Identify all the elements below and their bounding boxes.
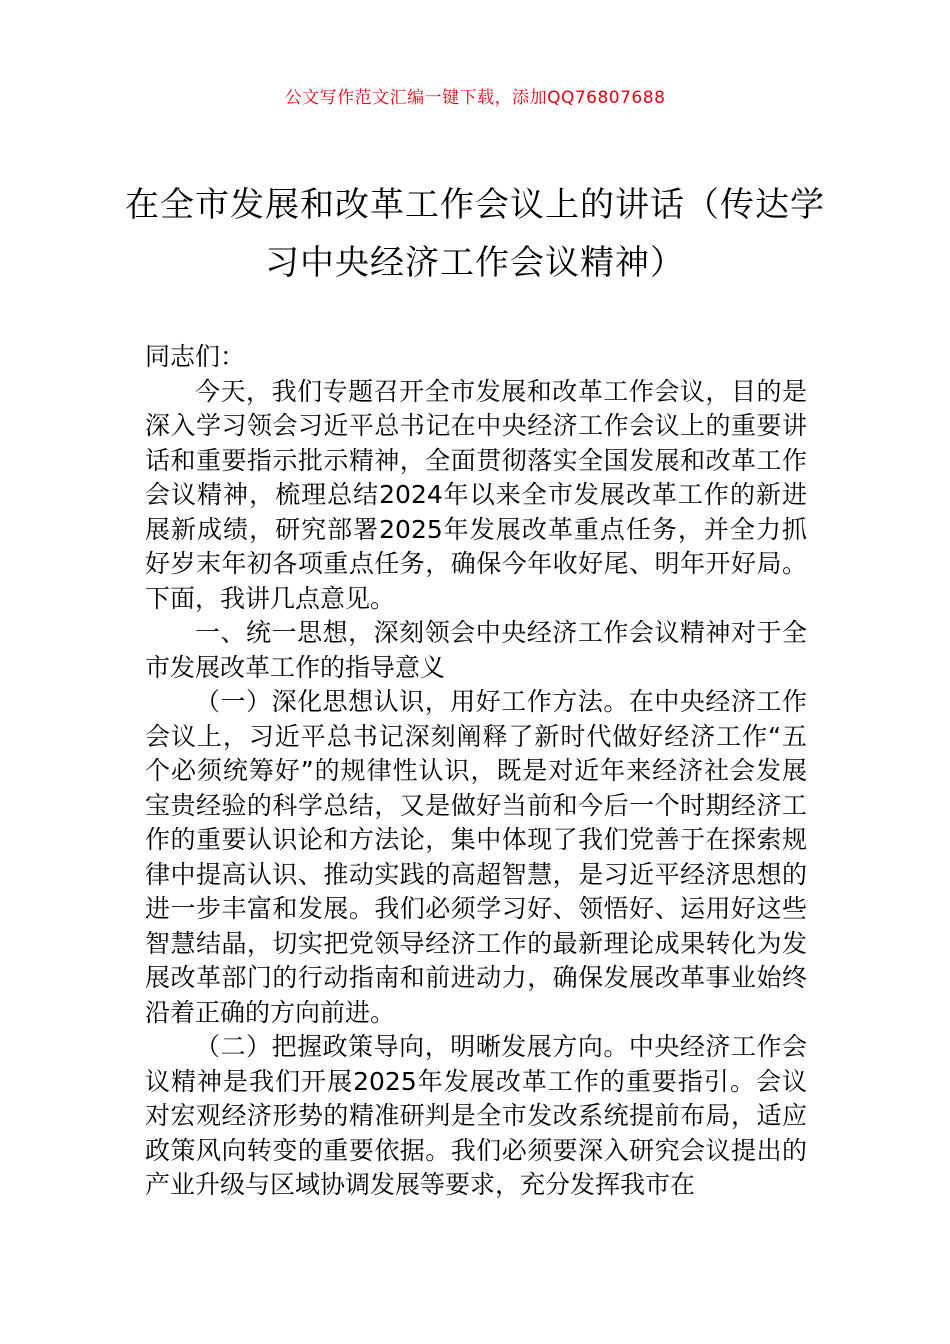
paragraph-subsection-2: （二）把握政策导向，明晰发展方向。中央经济工作会议精神是我们开展2025年发展改革工作的重要指引。会议对宏观经济形势的精准研判是全市发改系统提前布局，适应政策风向转变的重要依据。我们必须要深入研究会议提出的产业升级与区域协调发展等要求，充分发挥我市在 — [145, 1032, 807, 1199]
paragraph-intro: 今天，我们专题召开全市发展和改革工作会议，目的是深入学习领会习近平总书记在中央经济工作会议上的重要讲话和重要指示批示精神，全面贯彻落实全国发展和改革工作会议精神，梳理总结2024年以来全市发展改革工作的新进展新成绩，研究部署2025年发展改革重点任务，并全力抓好岁末年初各项重点任务，确保今年收好尾、明年开好局。下面，我讲几点意见。 — [145, 376, 807, 613]
document-title: 在全市发展和改革工作会议上的讲话（传达学习中央经济工作会议精神） — [125, 185, 825, 283]
document-body — [145, 340, 807, 1203]
salutation: 同志们： — [145, 342, 246, 371]
paragraph-subsection-1: （一）深化思想认识，用好工作方法。在中央经济工作会议上，习近平总书记深刻阐释了新时代做好经济工作“五个必须统筹好”的规律性认识，既是对近年来经济社会发展宝贵经验的科学总结，又是做好当前和今后一个时期经济工作的重要认识论和方法论，集中体现了我们党善于在探索规律中提高认识、推动实践的高超智慧，是习近平经济思想的进一步丰富和发展。我们必须学习好、领悟好、运用好这些智慧结晶，切实把党领导经济工作的最新理论成果转化为发展改革部门的行动指南和前进动力，确保发展改革事业始终沿着正确的方向前进。 — [145, 687, 807, 1027]
download-banner: 公文写作范文汇编一键下载，添加QQ76807688 — [284, 88, 666, 108]
section-heading-1: 一、统一思想，深刻领会中央经济工作会议精神对于全市发展改革工作的指导意义 — [145, 618, 807, 682]
